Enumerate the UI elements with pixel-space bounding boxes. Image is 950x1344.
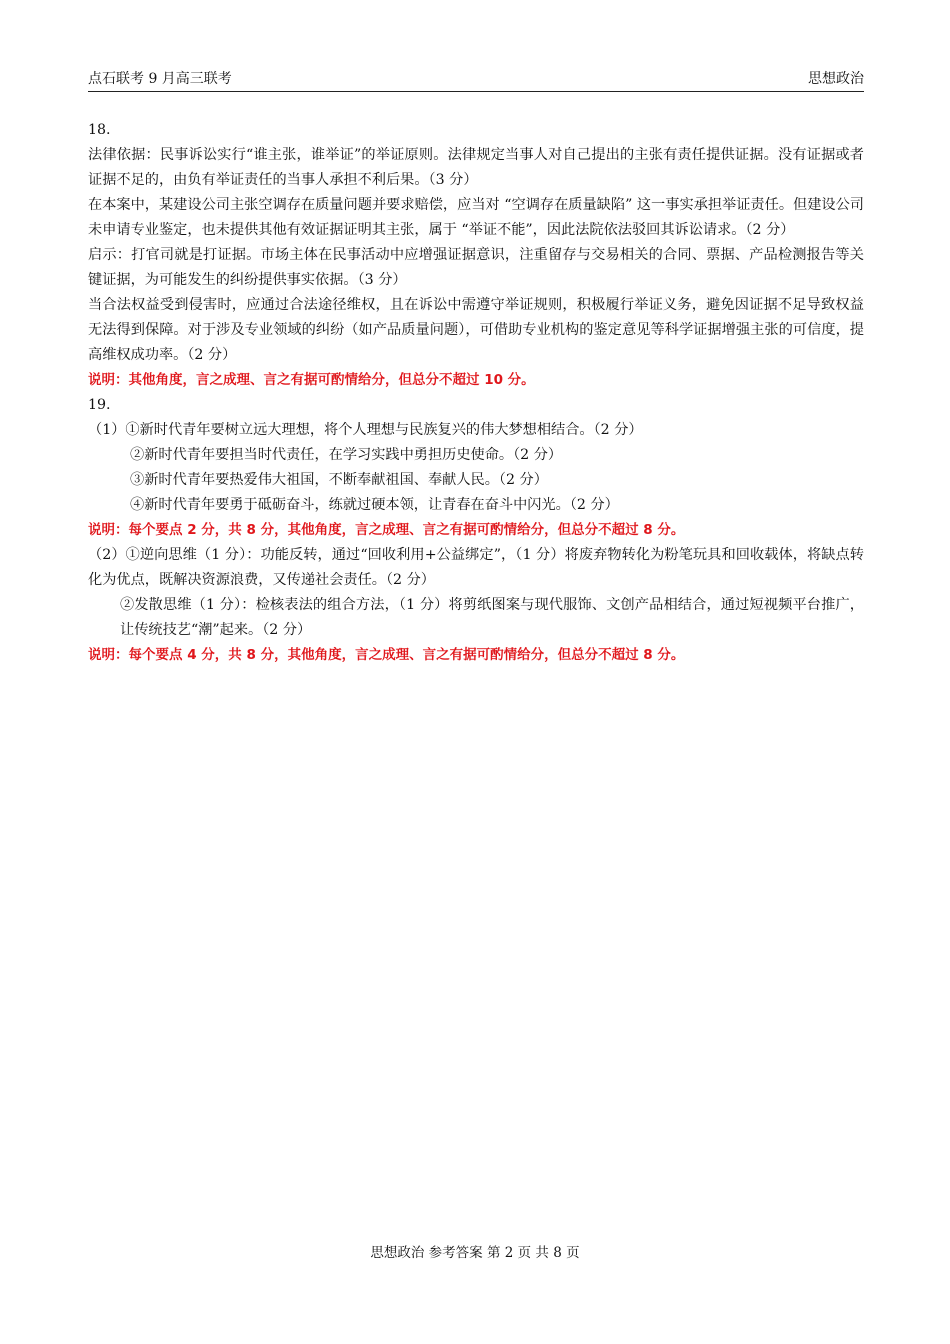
q19-part2-item2: ②发散思维（1 分）：检核表法的组合方法，（1 分）将剪纸图案与现代服饰、文创产品相结合，通过短视频平台推广，让传统技艺“潮”起来。（2 分） bbox=[120, 597, 864, 638]
exam-name: 点石联考 9 月高三联考 bbox=[88, 71, 232, 87]
q18-paragraph-case: 在本案中，某建设公司主张空调存在质量问题并要求赔偿，应当对 “空调存在质量缺陷” 这一事实承担举证责任。但建设公司未申请专业鉴定，也未提供其他有效证据证明其主张，属于 “举证不能”，因此法院依法驳回其诉讼请求。（2 分） bbox=[88, 197, 864, 238]
q18-paragraph-legal-basis: 法律依据：民事诉讼实行“谁主张，谁举证”的举证原则。法律规定当事人对自己提出的主张有责任提供证据。没有证据或者证据不足的，由负有举证责任的当事人承担不利后果。（3 分） bbox=[88, 147, 864, 188]
page-header bbox=[88, 69, 864, 92]
answer-content bbox=[88, 118, 864, 668]
question-18-number: 18. bbox=[88, 122, 111, 138]
q18-scoring-note: 说明：其他角度，言之成理、言之有据可酌情给分，但总分不超过 10 分。 bbox=[88, 372, 535, 388]
q19-part1-point4: ④新时代青年要勇于砥砺奋斗，练就过硬本领，让青春在奋斗中闪光。（2 分） bbox=[130, 497, 619, 513]
q19-part2-item1: （2）①逆向思维（1 分）：功能反转，通过“回收利用+公益绑定”，（1 分）将废弃物转化为粉笔玩具和回收载体，将缺点转化为优点，既解决资源浪费，又传递社会责任。（2 分） bbox=[88, 547, 864, 588]
page-footer: 思想政治 参考答案 第 2 页 共 8 页 bbox=[370, 1245, 580, 1261]
q19-part1-point3: ③新时代青年要热爱伟大祖国，不断奉献祖国、奉献人民。（2 分） bbox=[130, 472, 548, 488]
q18-paragraph-insight: 启示：打官司就是打证据。市场主体在民事活动中应增强证据意识，注重留存与交易相关的合同、票据、产品检测报告等关键证据，为可能发生的纠纷提供事实依据。（3 分） bbox=[88, 247, 864, 288]
q19-part1-point2: ②新时代青年要担当时代责任，在学习实践中勇担历史使命。（2 分） bbox=[130, 447, 563, 463]
question-19-number: 19. bbox=[88, 397, 111, 413]
q19-part2-scoring-note: 说明：每个要点 4 分，共 8 分，其他角度，言之成理、言之有据可酌情给分，但总分不超过 8 分。 bbox=[88, 647, 685, 663]
subject-name: 思想政治 bbox=[808, 71, 864, 87]
q18-paragraph-rights: 当合法权益受到侵害时，应通过合法途径维权，且在诉讼中需遵守举证规则，积极履行举证义务，避免因证据不足导致权益无法得到保障。对于涉及专业领域的纠纷（如产品质量问题），可借助专业机构的鉴定意见等科学证据增强主张的可信度，提高维权成功率。（2 分） bbox=[88, 297, 864, 363]
q19-part1-point1: （1）①新时代青年要树立远大理想，将个人理想与民族复兴的伟大梦想相结合。（2 分） bbox=[88, 422, 643, 438]
q19-part1-scoring-note: 说明：每个要点 2 分，共 8 分，其他角度，言之成理、言之有据可酌情给分，但总分不超过 8 分。 bbox=[88, 522, 685, 538]
